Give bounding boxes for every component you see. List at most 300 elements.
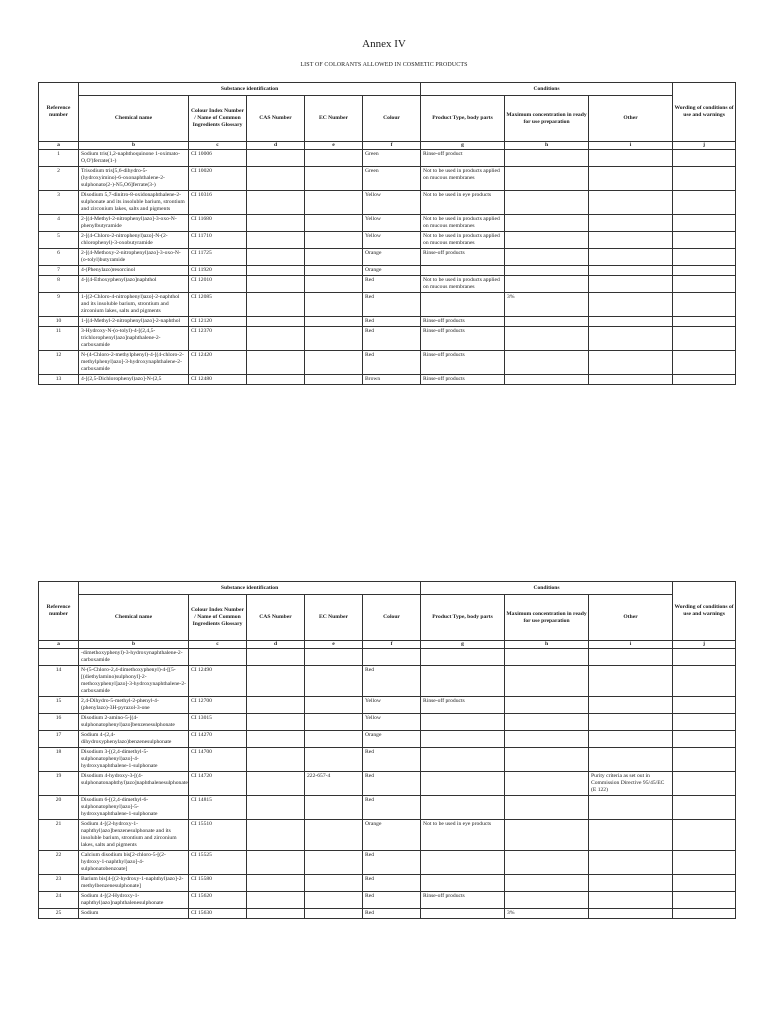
colour-cell: Green [363, 167, 421, 191]
cas-number-cell [247, 293, 305, 317]
reference-cell: 11 [39, 327, 79, 351]
other-cell [589, 731, 673, 748]
other-cell [589, 892, 673, 909]
ec-number-cell [305, 191, 363, 215]
other-cell [589, 293, 673, 317]
chemical-name-cell: Disodium 2-amino-5-[(4-sulphonatophenyl)azo]benzenesulphonate [79, 714, 189, 731]
cas-number-cell [247, 748, 305, 772]
header-max-concentration: Maximum concentration in ready for use preparation [505, 595, 589, 641]
other-cell [589, 375, 673, 385]
cas-number-cell [247, 191, 305, 215]
reference-cell: 16 [39, 714, 79, 731]
header-colour: Colour [363, 595, 421, 641]
colour-index-cell: CI 14720 [189, 772, 247, 796]
max-concentration-cell [505, 375, 589, 385]
reference-cell: 9 [39, 293, 79, 317]
other-cell [589, 167, 673, 191]
ec-number-cell [305, 892, 363, 909]
colour-cell: Orange [363, 266, 421, 276]
product-type-cell: Rinse-off product [421, 150, 505, 167]
header-substance-identification: Substance identification [79, 83, 421, 96]
chemical-name-cell: 4-(Phenylazo)resorcinol [79, 266, 189, 276]
letter-a: a [39, 142, 79, 150]
cas-number-cell [247, 351, 305, 375]
ec-number-cell [305, 327, 363, 351]
product-type-cell: Not to be used in products applied on mucous membranes [421, 276, 505, 293]
chemical-name-cell: Sodium 4-[(2-Hydroxy-1-naphthyl)azo]naphthalenesulphonate [79, 892, 189, 909]
table-row [39, 851, 736, 875]
chemical-name-cell: Barium bis[4-[(2-hydroxy-1-naphthyl)azo]-2-methylbenzenesulphonate] [79, 875, 189, 892]
product-type-cell: Rinse-off products [421, 351, 505, 375]
max-concentration-cell [505, 892, 589, 909]
header-ec-number: EC Number [305, 595, 363, 641]
colour-cell: Red [363, 317, 421, 327]
wording-cell [673, 150, 736, 167]
cas-number-cell [247, 375, 305, 385]
header-chemical-name: Chemical name [79, 595, 189, 641]
product-type-cell: Not to be used in products applied on mucous membranes [421, 232, 505, 249]
cas-number-cell [247, 714, 305, 731]
ec-number-cell [305, 351, 363, 375]
other-cell [589, 266, 673, 276]
max-concentration-cell [505, 731, 589, 748]
ec-number-cell: 222-657-4 [305, 772, 363, 796]
table-row [39, 697, 736, 714]
max-concentration-cell [505, 697, 589, 714]
other-cell [589, 666, 673, 697]
colour-cell [363, 649, 421, 666]
wording-cell [673, 649, 736, 666]
product-type-cell: Rinse-off products [421, 317, 505, 327]
max-concentration-cell [505, 820, 589, 851]
other-cell [589, 327, 673, 351]
header-other: Other [589, 96, 673, 142]
colour-cell: Green [363, 150, 421, 167]
product-type-cell [421, 909, 505, 919]
colour-index-cell: CI 12120 [189, 317, 247, 327]
cas-number-cell [247, 666, 305, 697]
ec-number-cell [305, 875, 363, 892]
other-cell [589, 351, 673, 375]
colour-cell: Orange [363, 731, 421, 748]
product-type-cell [421, 851, 505, 875]
colorants-table-page-1 [38, 82, 736, 385]
wording-cell [673, 796, 736, 820]
colour-index-cell: CI 12490 [189, 666, 247, 697]
other-cell [589, 748, 673, 772]
reference-cell: 19 [39, 772, 79, 796]
cas-number-cell [247, 266, 305, 276]
other-cell [589, 150, 673, 167]
ec-number-cell [305, 796, 363, 820]
reference-cell: 18 [39, 748, 79, 772]
header-other: Other [589, 595, 673, 641]
cas-number-cell [247, 649, 305, 666]
colour-cell: Red [363, 851, 421, 875]
reference-cell: 12 [39, 351, 79, 375]
max-concentration-cell [505, 327, 589, 351]
table-row [39, 820, 736, 851]
wording-cell [673, 772, 736, 796]
other-cell [589, 851, 673, 875]
colour-cell: Red [363, 772, 421, 796]
document-subtitle: LIST OF COLORANTS ALLOWED IN COSMETIC PRODUCTS [300, 62, 468, 68]
chemical-name-cell: Sodium tris(1,2-naphthoquinone 1-oximato-O,O')ferrate(1-) [79, 150, 189, 167]
cas-number-cell [247, 327, 305, 351]
other-cell [589, 317, 673, 327]
colour-index-cell: CI 10006 [189, 150, 247, 167]
letter-h: h [505, 142, 589, 150]
cas-number-cell [247, 851, 305, 875]
product-type-cell: Rinse-off products [421, 697, 505, 714]
ec-number-cell [305, 851, 363, 875]
reference-cell: 14 [39, 666, 79, 697]
product-type-cell: Rinse-off products [421, 375, 505, 385]
table-row [39, 375, 736, 385]
letter-f: f [363, 641, 421, 649]
colour-cell: Red [363, 909, 421, 919]
letter-f: f [363, 142, 421, 150]
letter-j: j [673, 142, 736, 150]
ec-number-cell [305, 293, 363, 317]
product-type-cell [421, 266, 505, 276]
max-concentration-cell [505, 851, 589, 875]
product-type-cell: Rinse-off products [421, 892, 505, 909]
chemical-name-cell: 2-[(4-Chloro-2-nitrophenyl)azo]-N-(2-chlorophenyl)-3-oxobutyramide [79, 232, 189, 249]
header-cas-number: CAS Number [247, 96, 305, 142]
product-type-cell [421, 731, 505, 748]
ec-number-cell [305, 731, 363, 748]
reference-cell: 17 [39, 731, 79, 748]
max-concentration-cell [505, 796, 589, 820]
colour-index-cell: CI 12700 [189, 697, 247, 714]
header-conditions: Conditions [421, 582, 673, 595]
cas-number-cell [247, 215, 305, 232]
max-concentration-cell [505, 649, 589, 666]
header-product-type: Product Type, body parts [421, 96, 505, 142]
reference-cell: 2 [39, 167, 79, 191]
letter-a: a [39, 641, 79, 649]
max-concentration-cell [505, 215, 589, 232]
header-max-concentration: Maximum concentration in ready for use preparation [505, 96, 589, 142]
colour-index-cell: CI 11725 [189, 249, 247, 266]
header-chemical-name: Chemical name [79, 96, 189, 142]
wording-cell [673, 892, 736, 909]
colour-index-cell: CI 14700 [189, 748, 247, 772]
letter-c: c [189, 641, 247, 649]
reference-cell: 24 [39, 892, 79, 909]
other-cell [589, 714, 673, 731]
table-row [39, 191, 736, 215]
wording-cell [673, 232, 736, 249]
product-type-cell: Not to be used in products applied on mucous membranes [421, 167, 505, 191]
wording-cell [673, 375, 736, 385]
table-row [39, 649, 736, 666]
ec-number-cell [305, 649, 363, 666]
letter-h: h [505, 641, 589, 649]
colour-cell: Red [363, 351, 421, 375]
chemical-name-cell: 4-[(2,5-Dichlorophenyl)azo]-N-(2,5 [79, 375, 189, 385]
chemical-name-cell: Sodium 4-[(2-hydroxy-1-naphthyl)azo]benzenesulphonate and its insoluble barium, strontium and zirconium lakes, salts and pigments [79, 820, 189, 851]
chemical-name-cell: 2-[(4-Methoxy-2-nitrophenyl)azo]-3-oxo-N-(o-tolyl)butyramide [79, 249, 189, 266]
wording-cell [673, 276, 736, 293]
reference-cell: 3 [39, 191, 79, 215]
letter-e: e [305, 142, 363, 150]
wording-cell [673, 249, 736, 266]
colour-cell: Red [363, 293, 421, 317]
table-row [39, 666, 736, 697]
other-cell [589, 249, 673, 266]
header-colour-index: Colour Index Number / Name of Common Ingredients Glossary [189, 595, 247, 641]
wording-cell [673, 851, 736, 875]
letter-g: g [421, 142, 505, 150]
colour-index-cell: CI 12010 [189, 276, 247, 293]
reference-cell: 4 [39, 215, 79, 232]
reference-cell: 10 [39, 317, 79, 327]
cas-number-cell [247, 249, 305, 266]
other-cell [589, 215, 673, 232]
header-reference-number: Reference number [39, 83, 79, 142]
max-concentration-cell: 3% [505, 293, 589, 317]
product-type-cell: Rinse-off products [421, 249, 505, 266]
colour-cell: Yellow [363, 215, 421, 232]
header-colour-index: Colour Index Number / Name of Common Ingredients Glossary [189, 96, 247, 142]
ec-number-cell [305, 276, 363, 293]
reference-cell: 6 [39, 249, 79, 266]
chemical-name-cell: N-(5-Chloro-2,4-dimethoxyphenyl)-4-[[5-[(diethylamino)sulphonyl]-2-methoxyphenyl]azo]-3-hydroxynaphthalene-2-carboxamide [79, 666, 189, 697]
reference-cell: 25 [39, 909, 79, 919]
header-substance-identification: Substance identification [79, 582, 421, 595]
max-concentration-cell [505, 772, 589, 796]
cas-number-cell [247, 820, 305, 851]
product-type-cell [421, 796, 505, 820]
wording-cell [673, 327, 736, 351]
letter-b: b [79, 641, 189, 649]
table-row [39, 276, 736, 293]
header-product-type: Product Type, body parts [421, 595, 505, 641]
header-reference-number: Reference number [39, 582, 79, 641]
reference-cell: 7 [39, 266, 79, 276]
ec-number-cell [305, 375, 363, 385]
chemical-name-cell: Sodium [79, 909, 189, 919]
header-colour: Colour [363, 96, 421, 142]
table-row [39, 909, 736, 919]
reference-cell: 15 [39, 697, 79, 714]
table-row [39, 317, 736, 327]
product-type-cell: Rinse-off products [421, 327, 505, 351]
product-type-cell: Not to be used in eye products [421, 820, 505, 851]
ec-number-cell [305, 697, 363, 714]
cas-number-cell [247, 232, 305, 249]
chemical-name-cell: 2-[(4-Methyl-2-nitrophenyl)azo]-3-oxo-N-phenylbutyramide [79, 215, 189, 232]
colour-index-cell: CI 15630 [189, 909, 247, 919]
wording-cell [673, 317, 736, 327]
colour-index-cell: CI 14815 [189, 796, 247, 820]
reference-cell: 5 [39, 232, 79, 249]
ec-number-cell [305, 820, 363, 851]
chemical-name-cell: Trisodium tris[5,6-dihydro-5-(hydroxyimino)-6-oxonaphthalene-2-sulphonato(2-)-N5,O6]ferrate(3-) [79, 167, 189, 191]
wording-cell [673, 731, 736, 748]
product-type-cell [421, 772, 505, 796]
cas-number-cell [247, 276, 305, 293]
product-type-cell [421, 666, 505, 697]
wording-cell [673, 266, 736, 276]
cas-number-cell [247, 731, 305, 748]
max-concentration-cell [505, 191, 589, 215]
wording-cell [673, 697, 736, 714]
colour-cell: Red [363, 748, 421, 772]
table-row [39, 748, 736, 772]
table-row [39, 796, 736, 820]
colour-cell: Yellow [363, 714, 421, 731]
chemical-name-cell: N-(4-Chloro-2-methylphenyl)-4-[(4-chloro-2-methylphenyl)azo]-3-hydroxynaphthalene-2-carboxamide [79, 351, 189, 375]
letter-b: b [79, 142, 189, 150]
max-concentration-cell: 3% [505, 909, 589, 919]
colour-cell: Red [363, 327, 421, 351]
table-row [39, 714, 736, 731]
other-cell [589, 232, 673, 249]
table-row [39, 167, 736, 191]
table-row [39, 232, 736, 249]
ec-number-cell [305, 249, 363, 266]
header-ec-number: EC Number [305, 96, 363, 142]
chemical-name-cell: Disodium 6-[(2,4-dimethyl-6-sulphonatophenyl)azo]-5-hydroxynaphthalene-1-sulphonate [79, 796, 189, 820]
cas-number-cell [247, 167, 305, 191]
chemical-name-cell: Disodium 5,7-dinitro-8-oxidonaphthalene-2-sulphonate and its insoluble barium, strontium and zirconium lakes, salts and pigments [79, 191, 189, 215]
table-row [39, 875, 736, 892]
annex-title: Annex IV [362, 38, 406, 50]
max-concentration-cell [505, 167, 589, 191]
colour-index-cell: CI 12480 [189, 375, 247, 385]
colour-index-cell: CI 15580 [189, 875, 247, 892]
colour-cell: Brown [363, 375, 421, 385]
colour-cell: Yellow [363, 697, 421, 714]
max-concentration-cell [505, 666, 589, 697]
reference-cell: 13 [39, 375, 79, 385]
table-row [39, 892, 736, 909]
chemical-name-cell: Disodium 3-[(2,4-dimethyl-5-sulphonatophenyl)azo]-4-hydroxynaphthalene-1-sulphonate [79, 748, 189, 772]
wording-cell [673, 293, 736, 317]
letter-d: d [247, 641, 305, 649]
colour-index-cell: CI 11710 [189, 232, 247, 249]
wording-cell [673, 666, 736, 697]
cas-number-cell [247, 875, 305, 892]
chemical-name-cell: Sodium 4-(2,4-dihydroxyphenylazo)benzenesulphonate [79, 731, 189, 748]
max-concentration-cell [505, 276, 589, 293]
table-row [39, 215, 736, 232]
colour-index-cell [189, 649, 247, 666]
other-cell [589, 276, 673, 293]
ec-number-cell [305, 909, 363, 919]
header-conditions: Conditions [421, 83, 673, 96]
colour-cell: Yellow [363, 232, 421, 249]
colour-index-cell: CI 13015 [189, 714, 247, 731]
colour-index-cell: CI 10020 [189, 167, 247, 191]
other-cell [589, 875, 673, 892]
header-cas-number: CAS Number [247, 595, 305, 641]
wording-cell [673, 820, 736, 851]
max-concentration-cell [505, 317, 589, 327]
chemical-name-cell: 2,4-Dihydro-5-methyl-2-phenyl-4-(phenylazo)-3H-pyrazol-3-one [79, 697, 189, 714]
letter-i: i [589, 142, 673, 150]
colour-index-cell: CI 10316 [189, 191, 247, 215]
ec-number-cell [305, 317, 363, 327]
table-row [39, 327, 736, 351]
max-concentration-cell [505, 249, 589, 266]
colour-index-cell: CI 15620 [189, 892, 247, 909]
reference-cell [39, 649, 79, 666]
reference-cell: 1 [39, 150, 79, 167]
product-type-cell: Not to be used in eye products [421, 191, 505, 215]
product-type-cell [421, 875, 505, 892]
other-cell: Purity criteria as set out in Commission Directive 95/45/EC (E 122) [589, 772, 673, 796]
wording-cell [673, 351, 736, 375]
cas-number-cell [247, 772, 305, 796]
chemical-name-cell: Calcium disodium bis[2-chloro-5-[(2-hydroxy-1-naphthyl)azo]-4-sulphonatobenzoate] [79, 851, 189, 875]
colour-cell: Red [363, 796, 421, 820]
letter-g: g [421, 641, 505, 649]
cas-number-cell [247, 150, 305, 167]
colour-cell: Red [363, 892, 421, 909]
product-type-cell [421, 714, 505, 731]
chemical-name-cell: -dimethoxyphenyl)-3-hydroxynaphthalene-2-carboxamide [79, 649, 189, 666]
wording-cell [673, 909, 736, 919]
wording-cell [673, 167, 736, 191]
cas-number-cell [247, 796, 305, 820]
table-row [39, 351, 736, 375]
colour-index-cell: CI 15510 [189, 820, 247, 851]
ec-number-cell [305, 167, 363, 191]
table-row [39, 150, 736, 167]
cas-number-cell [247, 317, 305, 327]
max-concentration-cell [505, 266, 589, 276]
table-row [39, 293, 736, 317]
wording-cell [673, 714, 736, 731]
colorants-table-page-2 [38, 581, 736, 919]
ec-number-cell [305, 232, 363, 249]
colour-cell: Orange [363, 249, 421, 266]
wording-cell [673, 191, 736, 215]
letter-d: d [247, 142, 305, 150]
ec-number-cell [305, 150, 363, 167]
reference-cell: 21 [39, 820, 79, 851]
table-row [39, 731, 736, 748]
ec-number-cell [305, 748, 363, 772]
letter-j: j [673, 641, 736, 649]
other-cell [589, 820, 673, 851]
chemical-name-cell: Disodium 4-hydroxy-3-[(4-sulphonatonaphthyl)azo]naphthalenesulphonate [79, 772, 189, 796]
cas-number-cell [247, 697, 305, 714]
other-cell [589, 796, 673, 820]
product-type-cell [421, 748, 505, 772]
other-cell [589, 697, 673, 714]
ec-number-cell [305, 266, 363, 276]
colour-index-cell: CI 11920 [189, 266, 247, 276]
ec-number-cell [305, 714, 363, 731]
chemical-name-cell: 4-[(4-Ethoxyphenyl)azo]naphthol [79, 276, 189, 293]
colour-index-cell: CI 15525 [189, 851, 247, 875]
colour-index-cell: CI 11680 [189, 215, 247, 232]
chemical-name-cell: 1-[(4-Methyl-2-nitrophenyl)azo]-2-naphthol [79, 317, 189, 327]
max-concentration-cell [505, 232, 589, 249]
colour-cell: Orange [363, 820, 421, 851]
max-concentration-cell [505, 714, 589, 731]
product-type-cell [421, 649, 505, 666]
colour-cell: Red [363, 276, 421, 293]
wording-cell [673, 215, 736, 232]
reference-cell: 20 [39, 796, 79, 820]
max-concentration-cell [505, 351, 589, 375]
